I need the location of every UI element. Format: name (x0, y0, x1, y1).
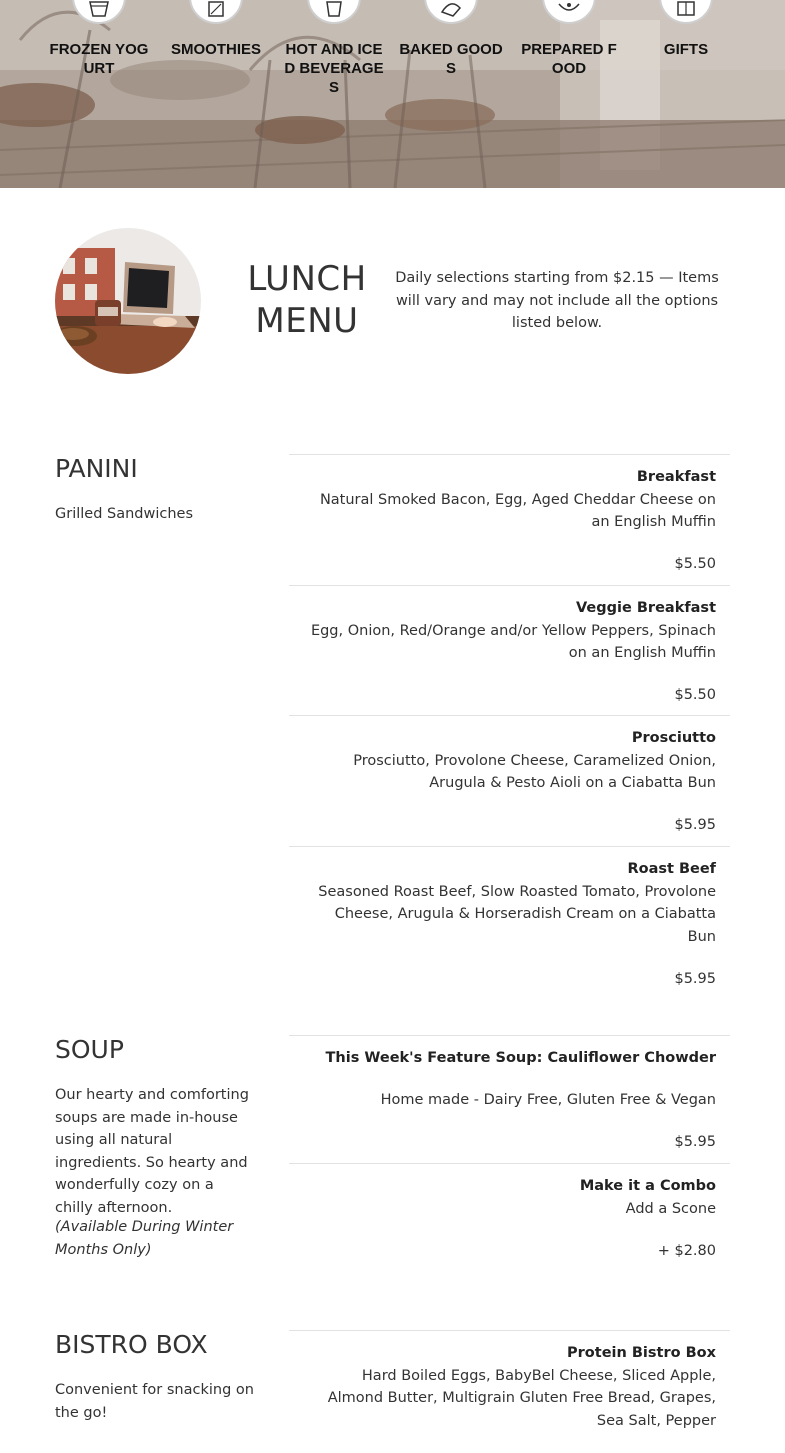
section-subtitle-bistro-box: Convenient for snacking on the go! (55, 1382, 254, 1421)
menu-item (289, 454, 730, 576)
menu-item (289, 1035, 730, 1154)
menu-item-price: + $2.80 (657, 1242, 716, 1259)
lunch-menu-title: LUNCH MENU (247, 259, 367, 341)
menu-item-name: Breakfast (636, 469, 716, 485)
menu-item-name: Make it a Combo (579, 1178, 716, 1194)
menu-item-description: Egg, Onion, Red/Orange and/or Yellow Peppers, Spinach on an English Muffin (310, 622, 716, 661)
menu-item (289, 1330, 730, 1432)
category-label[interactable]: FROZEN YOGURT (49, 41, 149, 77)
menu-item-description: Home made - Dairy Free, Gluten Free & Vegan (380, 1092, 716, 1108)
section-title-soup: SOUP (55, 1035, 124, 1064)
hero-banner (0, 0, 785, 188)
menu-item-name: This Week's Feature Soup: Cauliflower Chowder (325, 1050, 716, 1066)
section-title-panini: PANINI (55, 454, 138, 483)
category-label[interactable]: SMOOTHIES (170, 41, 261, 58)
lunch-cafe-photo (55, 228, 201, 374)
menu-item (289, 846, 730, 990)
menu-item (289, 1163, 730, 1262)
menu-item-description: Seasoned Roast Beef, Slow Roasted Tomato, Provolone Cheese, Arugula & Horseradish Cream on a Ciabatta Bun (318, 883, 716, 945)
menu-item-price: $5.50 (674, 556, 716, 572)
category-label[interactable]: GIFTS (663, 41, 709, 58)
lunch-menu-description: Daily selections starting from $2.15 — Items will vary and may not include all the options listed below. (395, 270, 719, 331)
menu-item-price: $5.95 (674, 817, 716, 833)
section-title-bistro-box: BISTRO BOX (55, 1330, 208, 1359)
category-label[interactable]: PREPARED FOOD (521, 41, 617, 77)
menu-item (289, 585, 730, 707)
category-label[interactable]: HOT AND ICED BEVERAGES (284, 41, 384, 96)
menu-item-description: Add a Scone (625, 1200, 716, 1217)
menu-item-price: $5.95 (674, 1134, 716, 1150)
section-subtitle-soup: Our hearty and comforting soups are made in-house using all natural ingredients. So hearty and wonderfully cozy on a chilly afternoon. (55, 1087, 249, 1216)
menu-item-price: $5.50 (674, 687, 716, 703)
menu-item-name: Veggie Breakfast (576, 600, 716, 616)
menu-item-description: Hard Boiled Eggs, BabyBel Cheese, Sliced Apple, Almond Butter, Multigrain Gluten Free Bread, Grapes, Sea Salt, Pepper (327, 1367, 716, 1429)
menu-item-description: Prosciutto, Provolone Cheese, Caramelized Onion, Arugula & Pesto Aioli on a Ciabatta Bun (353, 752, 716, 791)
section-note-soup: (Available During Winter Months Only) (55, 1219, 234, 1258)
category-label[interactable]: BAKED GOODS (399, 41, 503, 77)
section-subtitle-panini: Grilled Sandwiches (55, 506, 194, 522)
menu-item-description: Natural Smoked Bacon, Egg, Aged Cheddar Cheese on an English Muffin (319, 491, 716, 530)
menu-item-name: Protein Bistro Box (567, 1345, 716, 1361)
menu-item-name: Prosciutto (631, 730, 716, 746)
menu-item-name: Roast Beef (627, 861, 716, 877)
menu-item-price: $5.95 (674, 970, 716, 987)
menu-item (289, 715, 730, 837)
